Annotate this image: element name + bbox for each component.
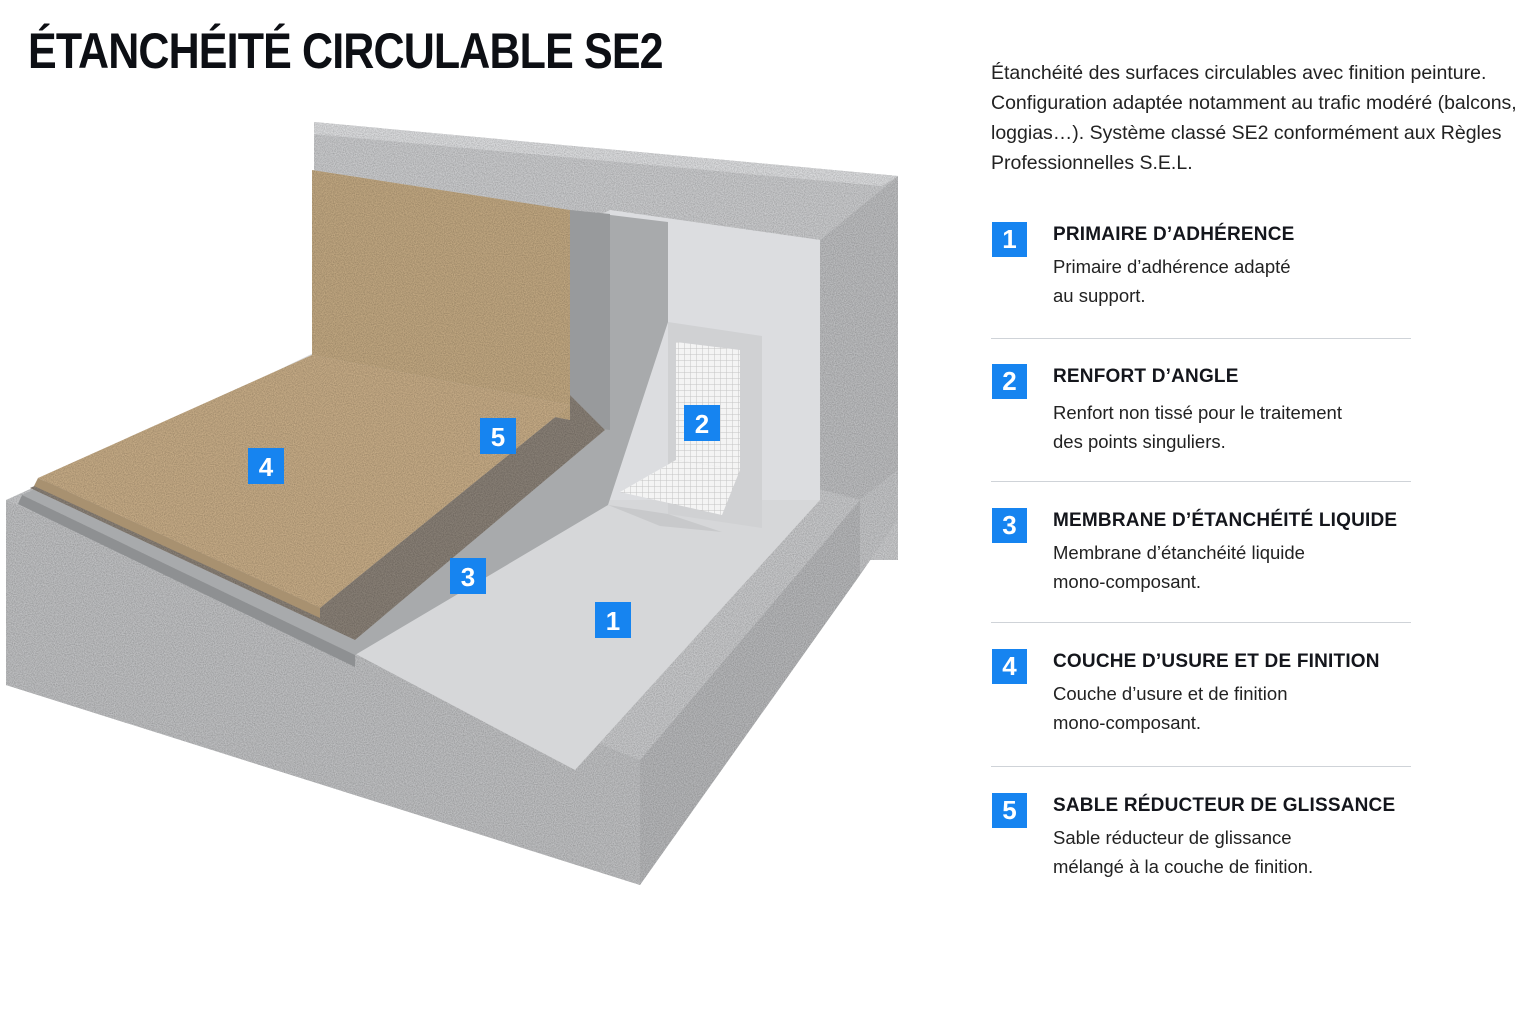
legend-title: RENFORT D’ANGLE bbox=[1053, 366, 1239, 387]
diagram-badge-1-label: 1 bbox=[605, 606, 621, 636]
legend-divider bbox=[991, 622, 1411, 623]
diagram-badge-1 bbox=[595, 602, 631, 638]
legend-title: PRIMAIRE D’ADHÉRENCE bbox=[1053, 224, 1295, 245]
diagram-badge-4-label: 4 bbox=[258, 452, 274, 482]
page-title: ÉTANCHÉITÉ CIRCULABLE SE2 bbox=[28, 23, 663, 79]
legend-divider bbox=[991, 481, 1411, 482]
legend-desc: Membrane d’étanchéité liquide mono-composant. bbox=[1053, 542, 1305, 592]
diagram-badge-2-label: 2 bbox=[694, 409, 710, 439]
diagram-badge-2 bbox=[684, 405, 720, 441]
legend-desc: Renfort non tissé pour le traitement des points singuliers. bbox=[1053, 402, 1342, 452]
legend-title: COUCHE D’USURE ET DE FINITION bbox=[1053, 651, 1380, 672]
legend-badge: 1 bbox=[992, 222, 1027, 257]
legend-title: MEMBRANE D’ÉTANCHÉITÉ LIQUIDE bbox=[1053, 510, 1398, 531]
legend-badge: 2 bbox=[992, 364, 1027, 399]
legend-badge: 4 bbox=[992, 649, 1027, 684]
diagram-badge-5 bbox=[480, 418, 516, 454]
diagram-badge-5-label: 5 bbox=[490, 422, 506, 452]
legend-desc: Couche d’usure et de finition mono-composant. bbox=[1053, 683, 1288, 733]
intro-text: Étanchéité des surfaces circulables avec finition peinture. Configuration adaptée notamment au trafic modéré (balcons, loggias…). Système classé SE2 conformément aux Règles Professionnelles S.E.L. bbox=[991, 62, 1517, 174]
diagram-badge-3 bbox=[450, 558, 486, 594]
diagram-badge-3-label: 3 bbox=[460, 562, 476, 592]
legend-divider bbox=[991, 338, 1411, 339]
legend-desc: Sable réducteur de glissance mélangé à la couche de finition. bbox=[1053, 827, 1314, 877]
legend-badge: 5 bbox=[992, 793, 1027, 828]
diagram-badge-4 bbox=[248, 448, 284, 484]
legend-title: SABLE RÉDUCTEUR DE GLISSANCE bbox=[1053, 795, 1396, 816]
legend-badge: 3 bbox=[992, 508, 1027, 543]
legend-desc: Primaire d’adhérence adapté au support. bbox=[1053, 256, 1291, 306]
legend-divider bbox=[991, 766, 1411, 767]
